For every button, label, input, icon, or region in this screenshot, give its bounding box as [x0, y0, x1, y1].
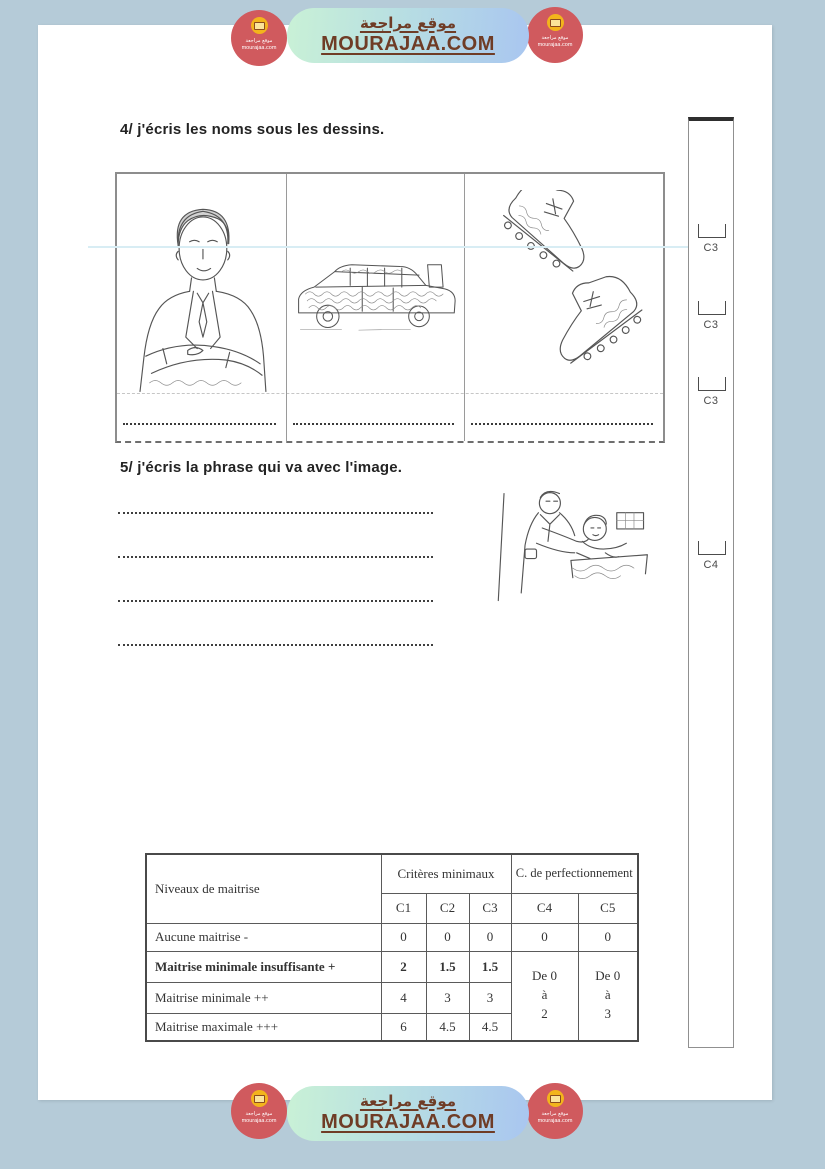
table-row — [146, 951, 638, 982]
exercise4-title: 4/ j'écris les noms sous les dessins. — [120, 121, 385, 138]
margin-evaluation-strip — [688, 117, 734, 1048]
answer-line — [118, 556, 433, 558]
brand-title-arabic: موقع مراجعة — [359, 13, 457, 32]
man-in-suit-sketch — [127, 196, 277, 401]
car-sketch — [290, 242, 462, 346]
site-logo — [527, 7, 583, 63]
criterion-code: C3 — [703, 319, 719, 331]
answer-line — [118, 644, 433, 646]
level-label: Maitrise maximale +++ — [146, 1013, 381, 1041]
criterion-header: C4 — [511, 893, 578, 923]
level-label: Maitrise minimale insuffisante + — [146, 951, 381, 982]
criterion-code: C3 — [703, 242, 719, 254]
book-icon — [251, 1090, 268, 1107]
level-label: Maitrise minimale ++ — [146, 982, 381, 1013]
score-cell: 6 — [381, 1013, 426, 1041]
criterion-header: C1 — [381, 893, 426, 923]
score-cell: 3 — [426, 982, 469, 1013]
score-range-c5: De 0 à 3 — [578, 951, 638, 1041]
book-icon — [547, 1090, 564, 1107]
site-logo — [231, 1083, 287, 1139]
answer-line — [123, 423, 276, 425]
site-logo — [231, 10, 287, 66]
score-cell: 0 — [426, 923, 469, 951]
logo-text-domain: mourajaa.com — [241, 44, 277, 51]
score-bracket-icon — [698, 377, 726, 391]
answer-line — [118, 600, 433, 602]
site-logo — [527, 1083, 583, 1139]
score-cell: 1.5 — [469, 951, 511, 982]
criterion-header: C3 — [469, 893, 511, 923]
level-label: Aucune maitrise - — [146, 923, 381, 951]
table-row — [146, 923, 638, 951]
brand-title-domain: MOURAJAA.COM — [321, 33, 495, 56]
logo-text-arabic: موقع مراجعة — [245, 38, 273, 44]
logo-text-arabic: موقع مراجعة — [541, 35, 569, 41]
score-cell: 0 — [469, 923, 511, 951]
criterion-header: C5 — [578, 893, 638, 923]
criterion-code: C3 — [703, 395, 719, 407]
score-cell: 0 — [381, 923, 426, 951]
score-cell: 3 — [469, 982, 511, 1013]
column-group-minimal: Critères minimaux — [381, 854, 511, 893]
answer-line — [471, 423, 653, 425]
score-cell: 4.5 — [469, 1013, 511, 1041]
score-cell: 0 — [511, 923, 578, 951]
football-boots-sketch — [482, 190, 646, 388]
score-cell: 2 — [381, 951, 426, 982]
book-icon — [251, 17, 268, 34]
book-icon — [547, 14, 564, 31]
answer-line — [293, 423, 453, 425]
logo-text-arabic: موقع مراجعة — [245, 1111, 273, 1117]
score-cell: 4.5 — [426, 1013, 469, 1041]
score-bracket-icon — [698, 224, 726, 238]
logo-text-domain: mourajaa.com — [537, 1117, 573, 1124]
logo-text-domain: mourajaa.com — [241, 1117, 277, 1124]
score-bracket-icon — [698, 541, 726, 555]
picture-cell — [117, 174, 286, 441]
picture-cell — [464, 174, 663, 441]
exercise5-title: 5/ j'écris la phrase qui va avec l'image. — [120, 459, 403, 476]
header-brand-banner — [287, 8, 529, 63]
doctor-examining-child-sketch — [483, 485, 655, 635]
logo-text-arabic: موقع مراجعة — [541, 1111, 569, 1117]
brand-title-domain: MOURAJAA.COM — [321, 1111, 495, 1134]
answer-line — [118, 512, 433, 514]
column-header-levels: Niveaux de maitrise — [146, 854, 381, 923]
brand-title-arabic: موقع مراجعة — [359, 1091, 457, 1110]
mastery-levels-table — [145, 853, 639, 1042]
logo-text-domain: mourajaa.com — [537, 41, 573, 48]
criterion-code: C4 — [703, 559, 719, 571]
score-cell: 4 — [381, 982, 426, 1013]
exercise4-picture-table — [115, 172, 665, 443]
criterion-header: C2 — [426, 893, 469, 923]
score-cell: 1.5 — [426, 951, 469, 982]
score-bracket-icon — [698, 301, 726, 315]
scan-artifact-line — [88, 246, 688, 248]
picture-cell — [286, 174, 463, 441]
column-group-perfection: C. de perfectionnement — [511, 854, 638, 893]
score-cell: 0 — [578, 923, 638, 951]
footer-brand-banner — [287, 1086, 529, 1141]
score-range-c4: De 0 à 2 — [511, 951, 578, 1041]
